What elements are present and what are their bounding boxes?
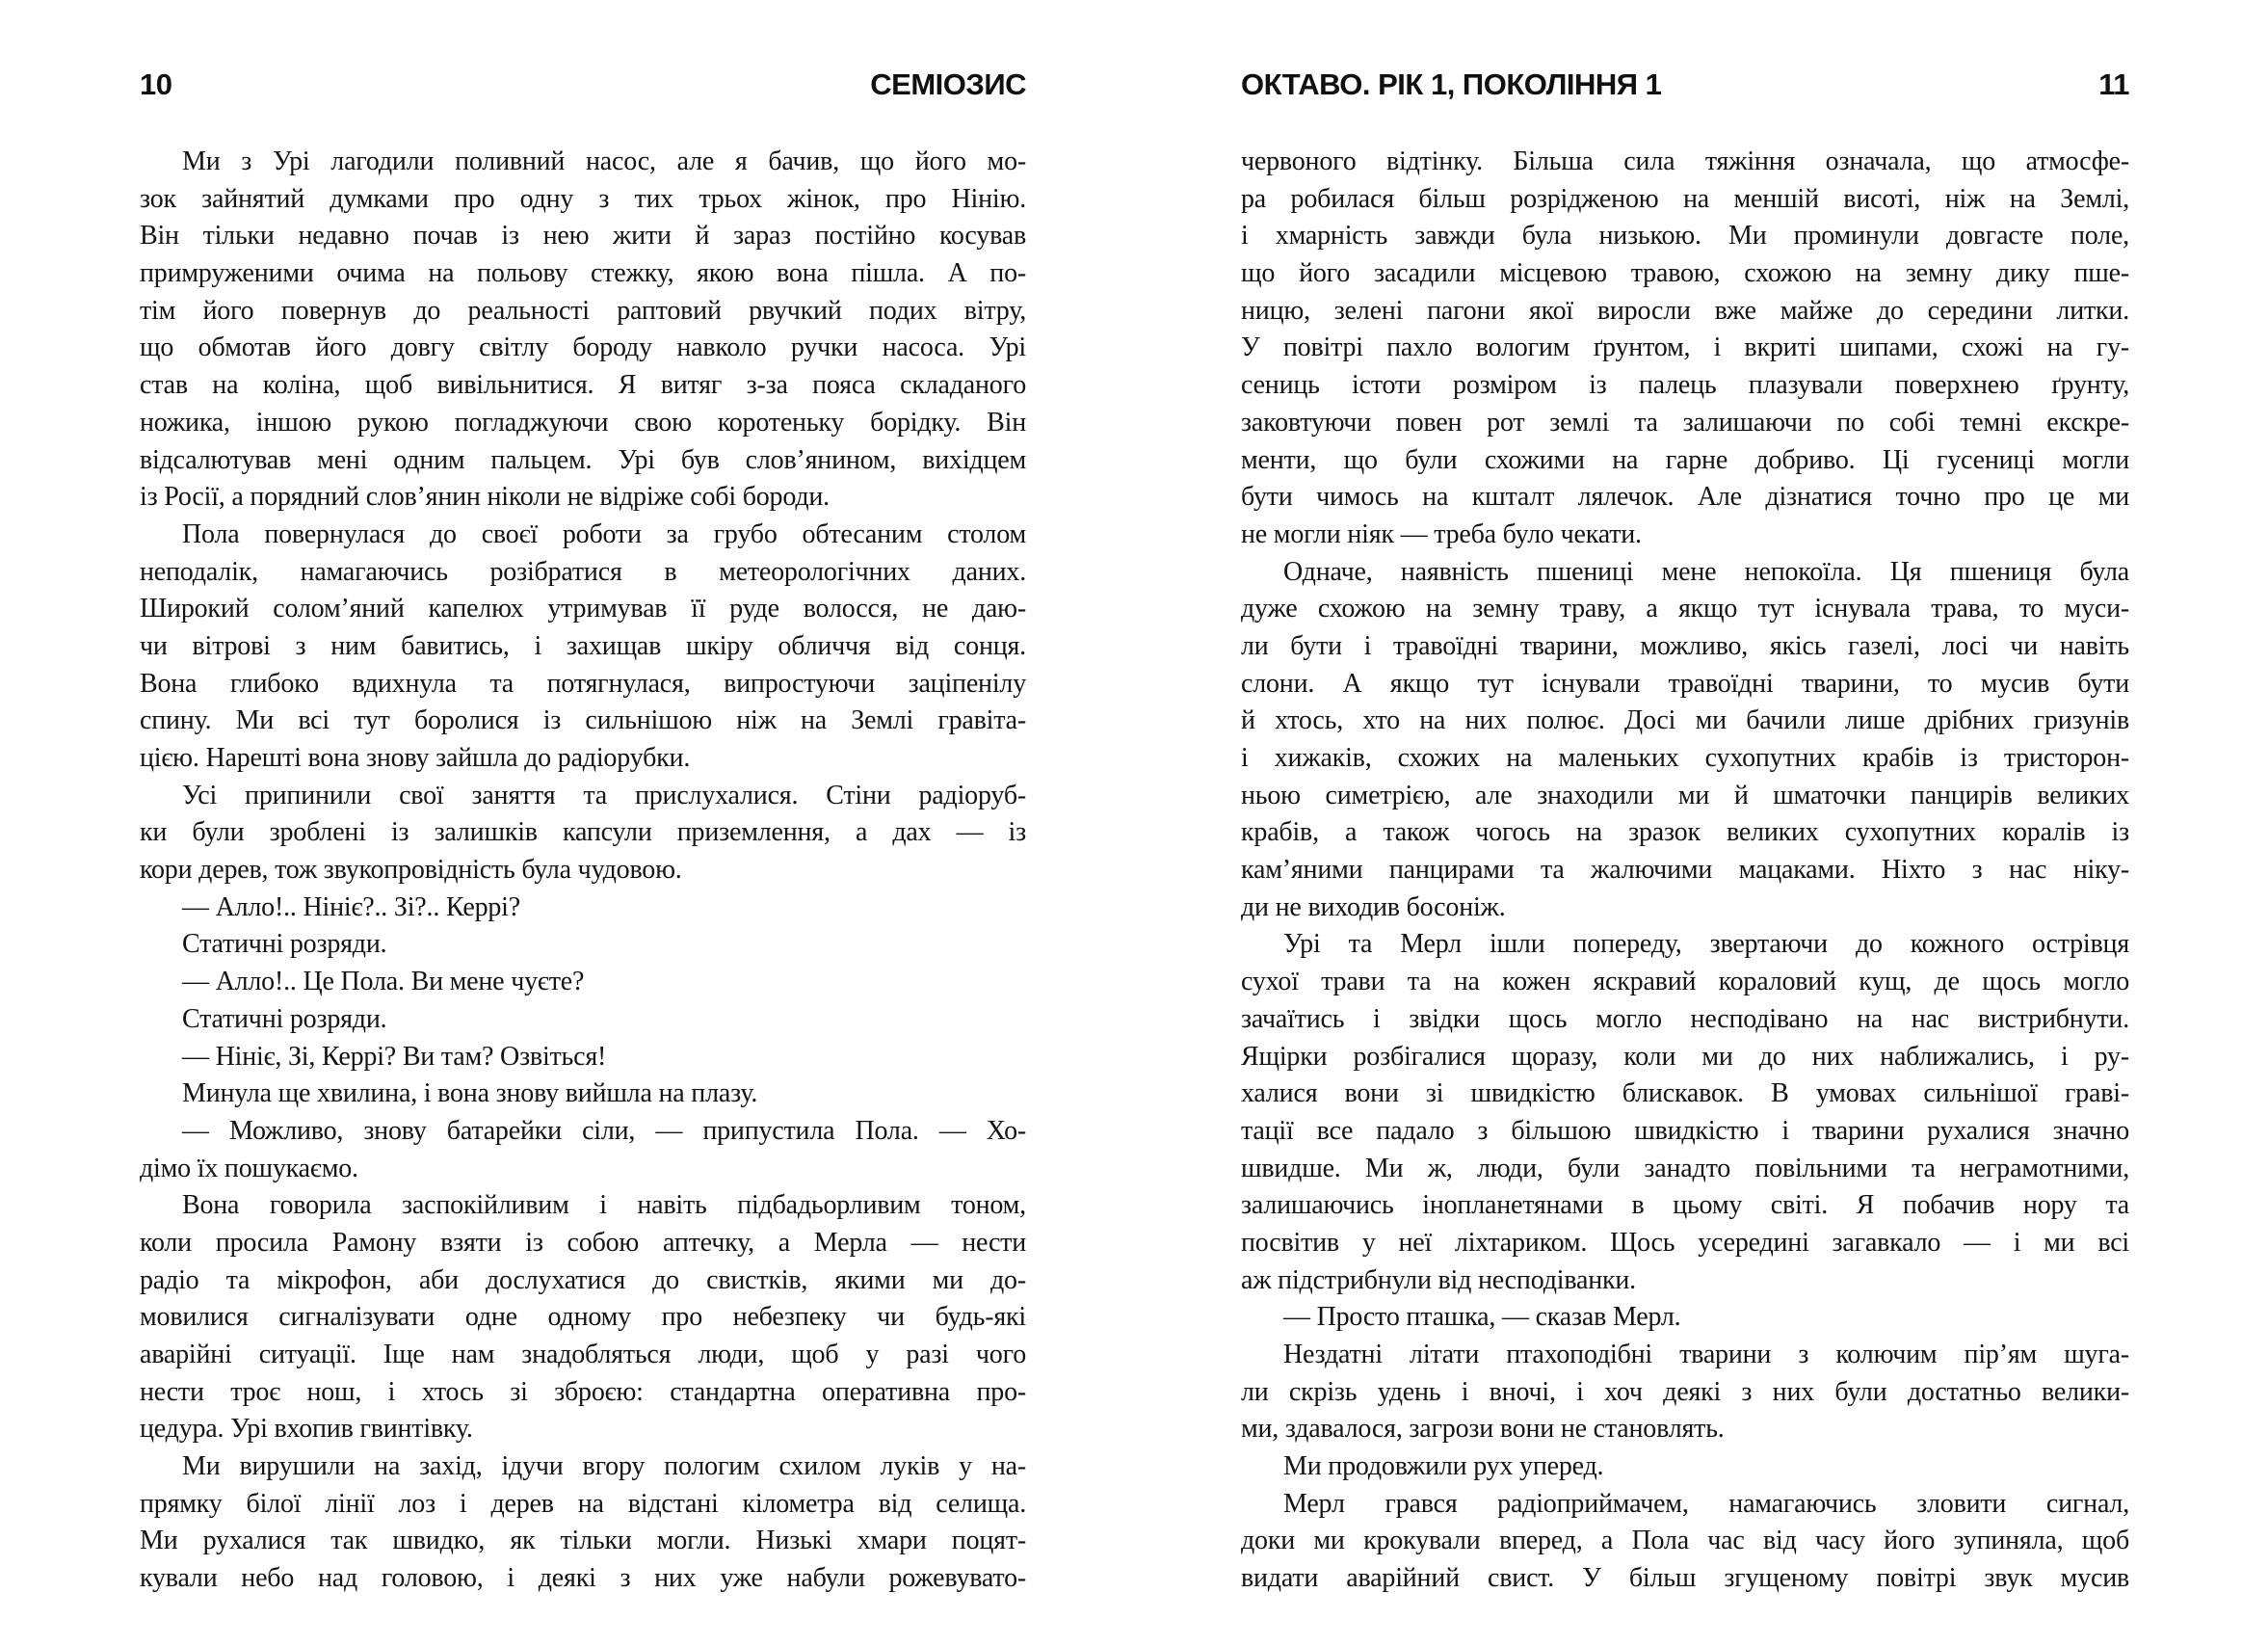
text-line: ножика, іншою рукою погладжуючи свою коротеньку борідку. Він xyxy=(140,407,1026,438)
text-line: Ящірки розбігалися щоразу, коли ми до них наближались, і ру- xyxy=(1241,1041,2129,1072)
right-page-number: 11 xyxy=(2098,67,2129,101)
text-line: — Алло!.. Нініє?.. Зі?.. Керрі? xyxy=(182,891,520,922)
text-line: Ми вирушили на захід, ідучи вгору пологим схилом луків у на- xyxy=(182,1451,1026,1482)
text-line: сениць істоти розміром із палець плазували поверхнею ґрунту, xyxy=(1241,370,2129,401)
text-line: посвітив у неї ліхтариком. Щось усередині загавкало — і ми всі xyxy=(1241,1227,2129,1258)
text-line: — Просто пташка, — сказав Мерл. xyxy=(1283,1302,1681,1333)
text-line: Усі припинили свої заняття та прислухалися. Стіни радіоруб- xyxy=(182,780,1026,810)
text-line: Вона глибоко вдихнула та потягнулася, випростуючи заціпенілу xyxy=(140,668,1026,699)
text-line: кували небо над головою, і деякі з них уже набули рожевувато- xyxy=(140,1563,1026,1594)
text-line: Одначе, наявність пшениці мене непокоїла. Ця пшениця була xyxy=(1283,556,2129,587)
text-line: і хмарність завжди була низькою. Ми проминули довгасте поле, xyxy=(1241,221,2129,252)
text-line: халися вони зі швидкістю блискавок. В умовах сильнішої граві- xyxy=(1241,1078,2129,1109)
text-line: аж підстрибнули від несподіванки. xyxy=(1241,1264,1636,1295)
text-line: відсалютував мені одним пальцем. Урі був слов’янином, вихідцем xyxy=(140,444,1026,475)
text-line: й хтось, хто на них полює. Досі ми бачили лише дрібних гризунів xyxy=(1241,705,2129,736)
text-line: спину. Ми всі тут боролися із сильнішою ніж на Землі гравіта- xyxy=(140,705,1026,736)
text-line: прямку білої лінії лоз і дерев на відстані кілометра від селища. xyxy=(140,1488,1026,1519)
text-line: доки ми крокували вперед, а Пола час від часу його зупиняла, щоб xyxy=(1241,1526,2129,1556)
text-line: — Можливо, знову батарейки сіли, — припустила Пола. — Хо- xyxy=(182,1115,1026,1146)
left-page-header xyxy=(140,67,1026,102)
text-line: і хижаків, схожих на маленьких сухопутних крабів із тристорон- xyxy=(1241,743,2129,773)
text-line: цедура. Урі вхопив гвинтівку. xyxy=(140,1414,473,1445)
text-line: аварійні ситуації. Іще нам знадобляться люди, щоб у разі чого xyxy=(140,1340,1026,1369)
left-text-column xyxy=(140,144,1026,1598)
text-line: Він тільки недавно почав із нею жити й зараз постійно косував xyxy=(140,221,1026,252)
text-line: дуже схожою на земну траву, а якщо тут існувала трава, то муси- xyxy=(1241,594,2129,624)
left-running-head: СЕМІОЗИС xyxy=(870,67,1026,101)
text-line: ли бути і травоїдні тварини, можливо, якісь газелі, лосі чи навіть xyxy=(1241,630,2129,661)
text-line: Статичні розряди. xyxy=(182,929,387,960)
text-line: бути чимось на кшталт лялечок. Але дізнатися точно про це ми xyxy=(1241,482,2129,513)
text-line: чи вітрові з ним бавитись, і захищав шкіру обличчя від сонця. xyxy=(140,630,1026,661)
text-line: Вона говорила заспокійливим і навіть підбадьорливим тоном, xyxy=(182,1190,1026,1221)
text-line: кам’яними панцирами та жалючими мацаками. Ніхто з нас ніку- xyxy=(1241,855,2129,886)
text-line: видати аварійний свист. У більш згущеному повітрі звук мусив xyxy=(1241,1563,2129,1594)
right-page xyxy=(1241,0,2129,1646)
text-line: Нездатні літати птахоподібні тварини з колючим пір’ям шуга- xyxy=(1283,1340,2129,1369)
text-line: У повітрі пахло вологим ґрунтом, і вкриті шипами, схожі на гу- xyxy=(1241,332,2129,363)
text-line: мовилися сигналізувати одне одному про небезпеку чи будь-які xyxy=(140,1302,1026,1333)
right-page-header xyxy=(1241,67,2129,102)
text-line: не могли ніяк — треба було чекати. xyxy=(1241,518,1642,549)
text-line: коли просила Рамону взяти із собою аптечку, а Мерла — нести xyxy=(140,1227,1026,1258)
text-line: Минула ще хвилина, і вона знову вийшла на плазу. xyxy=(182,1078,758,1109)
text-line: Урі та Мерл ішли попереду, звертаючи до кожного острівця xyxy=(1283,929,2129,960)
text-line: зок зайнятий думками про одну з тих трьох жінок, про Нінію. xyxy=(140,183,1026,214)
text-line: ки були зроблені із залишків капсули приземлення, а дах — із xyxy=(140,817,1026,848)
text-line: Пола повернулася до своєї роботи за грубо обтесаним столом xyxy=(182,518,1026,549)
right-text-column xyxy=(1241,144,2129,1598)
text-line: тім його повернув до реальності раптовий рвучкий подих вітру, xyxy=(140,295,1026,326)
text-line: залишаючись інопланетянами в цьому світі. Я побачив нору та xyxy=(1241,1190,2129,1221)
left-page xyxy=(140,0,1026,1646)
text-line: примруженими очима на польову стежку, якою вона пішла. А по- xyxy=(140,258,1026,289)
text-line: ньою симетрією, але знаходили ми й шматочки панцирів великих xyxy=(1241,780,2129,810)
text-line: — Алло!.. Це Пола. Ви мене чуєте? xyxy=(182,967,585,997)
text-line: ра робилася більш розрідженою на меншій висоті, ніж на Землі, xyxy=(1241,183,2129,214)
text-line: став на коліна, щоб вивільнитися. Я витяг з-за пояса складаного xyxy=(140,370,1026,401)
text-line: що обмотав його довгу світлу бороду навколо ручки насоса. Урі xyxy=(140,332,1026,363)
text-line: цією. Нарешті вона знову зайшла до радіорубки. xyxy=(140,743,691,773)
text-line: менти, що були схожими на гарне добриво. Ці гусениці могли xyxy=(1241,444,2129,475)
text-line: — Нініє, Зі, Керрі? Ви там? Озвіться! xyxy=(182,1041,607,1072)
text-line: із Росії, а порядний слов’янин ніколи не відріже собі бороди. xyxy=(140,482,830,513)
text-line: червоного відтінку. Більша сила тяжіння означала, що атмосфе- xyxy=(1241,146,2129,176)
text-line: слони. А якщо тут існували травоїдні тварини, то мусив бути xyxy=(1241,668,2129,699)
text-line: крабів, а також чогось на зразок великих сухопутних коралів із xyxy=(1241,817,2129,848)
text-line: ли скрізь удень і вночі, і хоч деякі з них були достатньо велики- xyxy=(1241,1376,2129,1407)
text-line: Ми продовжили рух уперед. xyxy=(1283,1451,1604,1482)
text-line: дімо їх пошукаємо. xyxy=(140,1153,358,1183)
text-line: сухої трави та на кожен яскравий кораловий кущ, де щось могло xyxy=(1241,967,2129,997)
left-page-number: 10 xyxy=(140,67,172,101)
text-line: ми, здавалося, загрози вони не становлять. xyxy=(1241,1414,1725,1445)
text-line: тації все падало з більшою швидкістю і тварини рухалися значно xyxy=(1241,1115,2129,1146)
text-line: Ми з Урі лагодили поливний насос, але я бачив, що його мо- xyxy=(182,146,1026,176)
text-line: швидше. Ми ж, люди, були занадто повільними та неграмотними, xyxy=(1241,1153,2129,1183)
text-line: радіо та мікрофон, аби дослухатися до свистків, якими ми до- xyxy=(140,1264,1026,1295)
text-line: ницю, зелені пагони якої виросли вже майже до середини литки. xyxy=(1241,295,2129,326)
text-line: що його засадили місцевою травою, схожою на земну дику пше- xyxy=(1241,258,2129,289)
right-running-head: ОКТАВО. РІК 1, ПОКОЛІННЯ 1 xyxy=(1241,67,1662,101)
text-line: неподалік, намагаючись розібратися в метеорологічних даних. xyxy=(140,556,1026,587)
text-line: зачаїтись і звідки щось могло несподівано на нас вистрибнути. xyxy=(1241,1003,2129,1034)
text-line: ди не виходив босоніж. xyxy=(1241,891,1506,922)
text-line: нести троє нош, і хтось зі зброєю: стандартна оперативна про- xyxy=(140,1376,1026,1407)
text-line: заковтуючи повен рот землі та залишаючи по собі темні екскре- xyxy=(1241,407,2129,438)
text-line: Ми рухалися так швидко, як тільки могли. Низькі хмари поцят- xyxy=(140,1526,1026,1556)
text-line: Мерл грався радіоприймачем, намагаючись зловити сигнал, xyxy=(1283,1488,2129,1519)
text-line: Статичні розряди. xyxy=(182,1003,387,1034)
text-line: Широкий солом’яний капелюх утримував її руде волосся, не даю- xyxy=(140,594,1026,624)
text-line: кори дерев, тож звукопровідність була чудовою. xyxy=(140,855,682,886)
